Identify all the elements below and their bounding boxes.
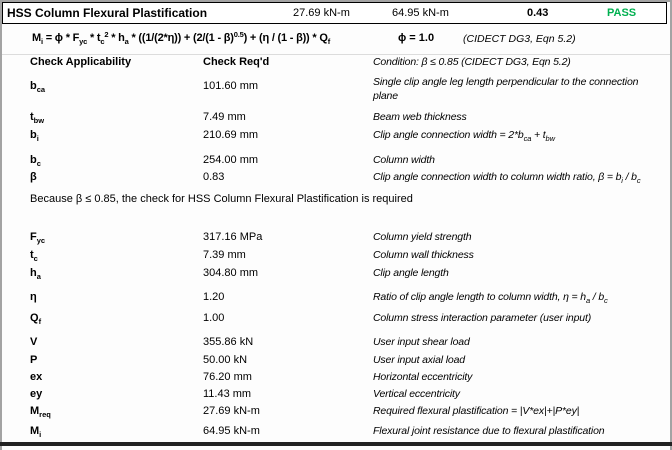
- row-value: 101.60 mm: [203, 80, 259, 92]
- row-value: 7.49 mm: [203, 111, 246, 123]
- row-label: $F_{yc}$: [30, 231, 46, 245]
- row-description: Ratio of clip angle length to column width, $\eta = h_a / b_c$: [373, 291, 608, 305]
- row-label: $M_i$: [30, 425, 42, 439]
- summary-required-moment: 27.69 kN-m: [293, 7, 350, 19]
- row-value: 304.80 mm: [203, 267, 259, 279]
- formula-expression: $M_i = \phi * F_{yc} * t_c^2 * h_a * ((1/(2*\eta)) + (2/(1 - \beta)^{0.5}) + (\eta / (1 - \beta)) * Q_f$: [32, 30, 330, 46]
- row-description: Condition: β ≤ 0.85 (CIDECT DG3, Eqn 5.2): [373, 56, 571, 68]
- row-label: $M_{req}$: [30, 405, 51, 419]
- status-badge: PASS: [607, 7, 637, 19]
- row-description: User input shear load: [373, 336, 470, 348]
- row-description: Clip angle length: [373, 267, 449, 279]
- row-description: Horizontal eccentricity: [373, 371, 473, 383]
- row-value: 64.95 kN-m: [203, 425, 260, 437]
- formula-reference: (CIDECT DG3, Eqn 5.2): [463, 33, 576, 45]
- row-label: $t_c$: [30, 249, 38, 263]
- row-description: Clip angle connection width = $2*b_{ca} + t_{bw}$: [373, 129, 555, 143]
- row-label: β: [30, 171, 37, 183]
- summary-resistance-moment: 64.95 kN-m: [392, 7, 449, 19]
- row-description: Vertical eccentricity: [373, 388, 460, 400]
- row-label: P: [30, 354, 38, 366]
- page-title: HSS Column Flexural Plastification: [7, 6, 208, 20]
- table-bottom-border: [0, 442, 672, 446]
- row-value: 7.39 mm: [203, 249, 246, 261]
- row-value[interactable]: 355.86 kN: [203, 336, 254, 348]
- row-description: Single clip angle leg length perpendicular to the connection plane: [373, 76, 639, 102]
- row-description: Column stress interaction parameter (user input): [373, 312, 592, 324]
- phi-factor: ϕ = 1.0: [398, 32, 435, 44]
- row-description: Beam web thickness: [373, 111, 467, 123]
- row-label: $t_{bw}$: [30, 111, 45, 125]
- row-value: 27.69 kN-m: [203, 405, 260, 417]
- row-description: User input axial load: [373, 354, 465, 366]
- row-description: Clip angle connection width to column width ratio, $\beta = b_i / b_c$: [373, 171, 641, 185]
- row-value: 0.83: [203, 171, 225, 183]
- row-label: V: [30, 336, 38, 348]
- row-description: Required flexural plastification = |V*ex|+|P*ey|: [373, 405, 580, 417]
- row-label: η: [30, 291, 37, 303]
- row-value: Check Req'd: [203, 56, 270, 68]
- row-label: ex: [30, 371, 43, 383]
- row-label: $b_c$: [30, 154, 41, 168]
- row-label: Check Applicability: [30, 56, 132, 68]
- row-label: ey: [30, 388, 43, 400]
- row-value[interactable]: 50.00 kN: [203, 354, 248, 366]
- row-label: $Q_f$: [30, 312, 42, 326]
- row-value: 76.20 mm: [203, 371, 252, 383]
- row-value: 210.69 mm: [203, 129, 259, 141]
- row-value: 254.00 mm: [203, 154, 259, 166]
- row-description: Column yield strength: [373, 231, 472, 243]
- row-description: Column wall thickness: [373, 249, 474, 261]
- applicability-note: Because β ≤ 0.85, the check for HSS Column Flexural Plastification is required: [30, 193, 413, 205]
- row-value: 11.43 mm: [203, 388, 252, 400]
- row-description: Flexural joint resistance due to flexural plastification: [373, 425, 605, 437]
- row-description: Column width: [373, 154, 435, 166]
- summary-utilization-ratio: 0.43: [527, 7, 549, 19]
- row-value[interactable]: 1.00: [203, 312, 225, 324]
- row-value: 317.16 MPa: [203, 231, 263, 243]
- row-label: $b_i$: [30, 129, 39, 143]
- row-label: $h_a$: [30, 267, 41, 281]
- row-value: 1.20: [203, 291, 225, 303]
- row-label: $b_{ca}$: [30, 80, 46, 94]
